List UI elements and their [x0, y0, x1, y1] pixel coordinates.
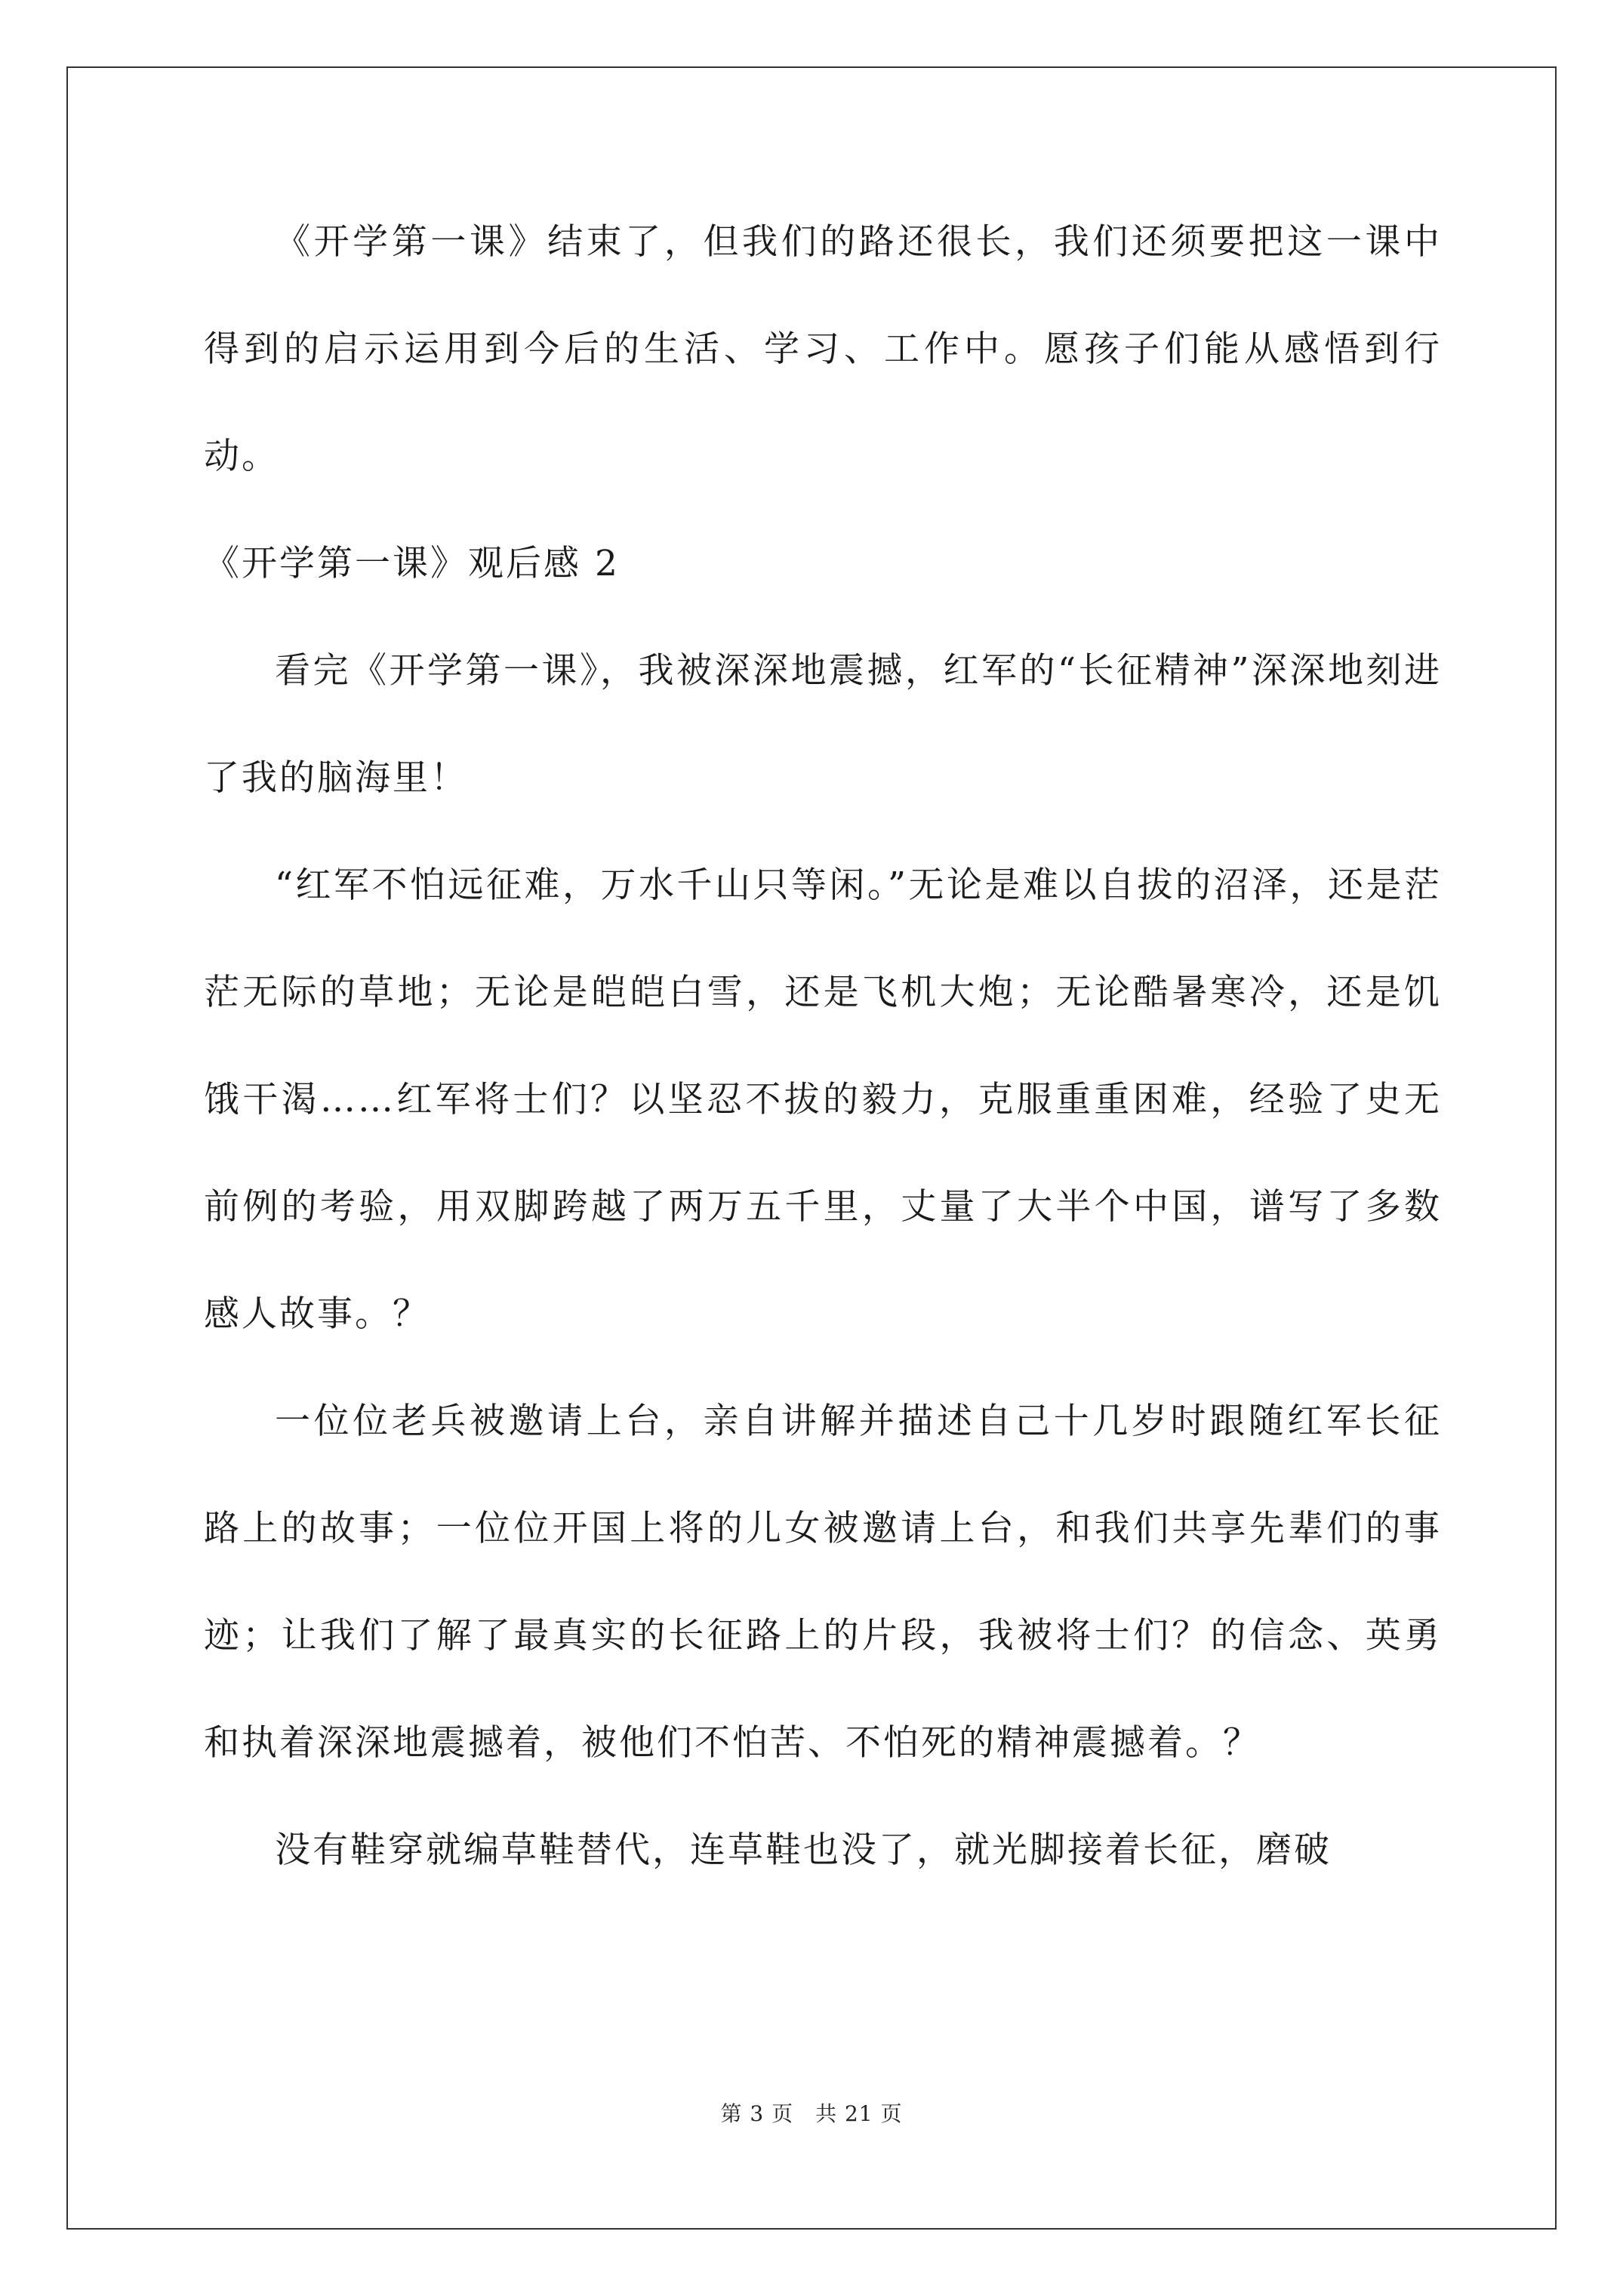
paragraph-5: 没有鞋穿就编草鞋替代，连草鞋也没了，就光脚接着长征，磨破 — [275, 1829, 1332, 1871]
paragraph-1: 《开学第一课》结束了，但我们的路还很长，我们还须要把这一课中得到的启示运用到今后的生活、学习、工作中。愿孩子们能从感悟到行动。 — [204, 221, 1442, 477]
paragraph-4: 一位位老兵被邀请上台，亲自讲解并描述自己十几岁时跟随红军长征路上的故事；一位位开国上将的儿女被邀请上台，和我们共享先辈们的事迹；让我们了解了最真实的长征路上的片段，我被将士们？的信念、英勇和执着深深地震撼着，被他们不怕苦、不怕死的精神震撼着。？ — [204, 1401, 1442, 1764]
page-number-footer: 第 3 页 共 21 页 — [720, 2101, 903, 2126]
section-heading: 《开学第一课》观后感 2 — [204, 543, 620, 584]
document-body — [204, 189, 1442, 1904]
paragraph-3: “红军不怕远征难，万水千山只等闲。”无论是难以自拔的沼泽，还是茫茫无际的草地；无论是皑皑白雪，还是飞机大炮；无论酷暑寒冷，还是饥饿干渴……红军将士们？以坚忍不拔的毅力，克服重重困难，经验了史无前例的考验，用双脚跨越了两万五千里，丈量了大半个中国，谱写了多数感人故事。？ — [204, 864, 1442, 1335]
paragraph-2: 看完《开学第一课》，我被深深地震撼，红军的“长征精神”深深地刻进了我的脑海里！ — [204, 650, 1442, 799]
